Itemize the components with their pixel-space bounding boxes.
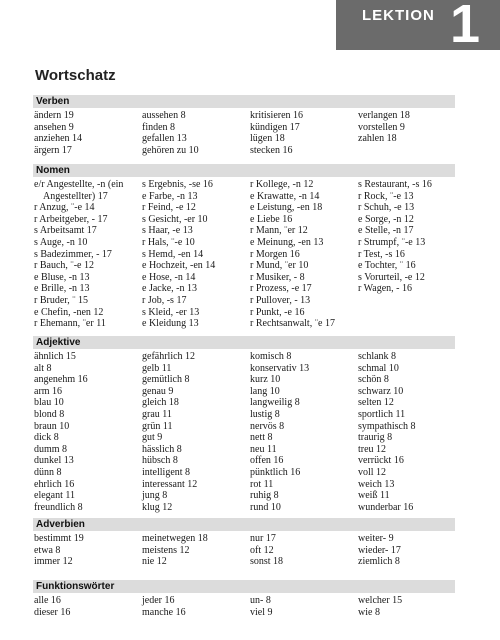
vocab-entry: aussehen 8 <box>142 110 186 121</box>
vocab-entry: traurig 8 <box>358 432 393 444</box>
vocab-entry: hässlich 8 <box>142 443 182 455</box>
vocab-entry: ziemlich 8 <box>358 556 400 568</box>
vocab-entry: e Stelle, -n 17 <box>358 225 414 237</box>
vocab-entry: weich 13 <box>358 478 395 490</box>
section-columns <box>33 110 455 156</box>
vocab-entry: nett 8 <box>250 432 273 444</box>
lesson-label: LEKTION <box>362 7 435 24</box>
vocab-entry: e Tochter, ¨ 16 <box>358 260 416 272</box>
vocab-entry: r Mann, ¨er 12 <box>250 225 308 237</box>
vocab-entry: r Job, -s 17 <box>142 294 187 306</box>
vocab-entry: schmal 10 <box>358 362 399 374</box>
vocab-entry: zahlen 18 <box>358 133 397 145</box>
word-column <box>142 533 250 568</box>
word-column <box>250 110 358 156</box>
vocab-entry: s Vorurteil, -e 12 <box>358 271 425 283</box>
vocab-entry: e Bluse, -n 13 <box>34 271 90 283</box>
vocab-entry: dunkel 13 <box>34 455 74 467</box>
vocab-entry: nervös 8 <box>250 420 285 432</box>
word-column <box>142 351 250 513</box>
word-column <box>250 533 358 568</box>
vocab-entry: e Meinung, -en 13 <box>250 236 324 248</box>
vocab-entry: braun 10 <box>34 420 70 432</box>
vocab-entry: r Wagen, - 16 <box>358 283 412 295</box>
vocab-entry: r Ehemann, ¨er 11 <box>34 318 106 330</box>
vocab-entry: gehören zu 10 <box>142 144 199 156</box>
vocab-entry: dumm 8 <box>34 443 68 455</box>
vocab-entry: e Krawatte, -n 14 <box>250 190 320 202</box>
vocab-entry: dünn 8 <box>34 466 62 478</box>
vocab-entry: gut 9 <box>142 432 163 444</box>
vocab-entry: jung 8 <box>142 490 168 502</box>
vocab-entry: finden 8 <box>142 121 176 133</box>
vocab-entry: s Haar, -e 13 <box>142 225 193 237</box>
vocab-entry: ehrlich 16 <box>34 478 75 490</box>
vocab-entry: stecken 16 <box>250 144 293 156</box>
vocab-entry: meistens 12 <box>142 544 190 556</box>
vocab-entry: r Musiker, - 8 <box>250 271 305 283</box>
section-columns <box>33 595 455 618</box>
vocab-entry: e Leistung, -en 18 <box>250 202 323 214</box>
page-title: Wortschatz <box>35 67 116 84</box>
section-heading: Adverbien <box>33 518 455 531</box>
vocab-entry: selten 12 <box>358 397 394 409</box>
vocab-entry: verrückt 16 <box>358 455 404 467</box>
vocab-entry: sonst 18 <box>250 556 284 568</box>
vocab-entry: s Gesicht, -er 10 <box>142 213 208 225</box>
vocab-entry: e/r Angestellte, -n (ein <box>34 179 124 190</box>
vocab-entry: interessant 12 <box>142 478 198 490</box>
vocab-entry: bestimmt 19 <box>34 533 84 544</box>
vocab-entry: lügen 18 <box>250 133 285 145</box>
vocab-entry: r Arbeitgeber, - 17 <box>34 213 108 225</box>
section-heading: Adjektive <box>33 336 455 349</box>
vocab-entry: angenehm 16 <box>34 374 88 386</box>
vocab-entry: freundlich 8 <box>34 501 83 513</box>
vocab-entry: kurz 10 <box>250 374 281 386</box>
vocab-entry: r Bauch, ¨-e 12 <box>34 260 94 272</box>
vocab-entry: viel 9 <box>250 606 273 618</box>
word-column <box>358 351 458 513</box>
vocab-entry: weiß 11 <box>358 490 390 502</box>
section-funktionswörter <box>33 580 455 618</box>
vocab-entry: rund 10 <box>250 501 281 513</box>
word-column <box>34 179 142 330</box>
vocab-entry: elegant 11 <box>34 490 76 502</box>
vocab-entry: e Hochzeit, -en 14 <box>142 260 216 272</box>
vocab-entry: r Punkt, -e 16 <box>250 306 305 318</box>
vocab-entry: e Jacke, -n 13 <box>142 283 197 295</box>
vocab-entry: e Farbe, -n 13 <box>142 190 198 202</box>
section-columns <box>33 351 455 513</box>
word-column <box>358 179 458 330</box>
word-column <box>358 110 458 156</box>
vocab-entry: wieder- 17 <box>358 544 401 556</box>
vocab-entry: r Hals, ¨-e 10 <box>142 236 195 248</box>
vocab-entry: r Feind, -e 12 <box>142 202 196 214</box>
vocab-entry: r Bruder, ¨ 15 <box>34 294 89 306</box>
vocab-entry: Angestellter) 17 <box>43 190 108 202</box>
vocab-entry: kritisieren 16 <box>250 110 304 121</box>
word-column <box>250 179 358 330</box>
vocab-entry: gefährlich 12 <box>142 351 196 362</box>
vocab-entry: r Test, -s 16 <box>358 248 405 260</box>
section-columns <box>33 533 455 568</box>
word-column <box>250 351 358 513</box>
vocab-entry: grau 11 <box>142 408 172 420</box>
vocab-entry: offen 16 <box>250 455 284 467</box>
vocab-entry: immer 12 <box>34 556 73 568</box>
vocab-entry: treu 12 <box>358 443 387 455</box>
section-columns <box>33 179 455 330</box>
word-column <box>358 533 458 568</box>
vocab-entry: vorstellen 9 <box>358 121 405 133</box>
vocab-entry: gefallen 13 <box>142 133 187 145</box>
vocab-entry: alt 8 <box>34 362 52 374</box>
vocab-entry: schwarz 10 <box>358 385 404 397</box>
vocab-entry: ruhig 8 <box>250 490 279 502</box>
vocab-entry: e Kleidung 13 <box>142 318 199 330</box>
word-column <box>34 351 142 513</box>
vocab-entry: dieser 16 <box>34 606 71 618</box>
vocab-entry: welcher 15 <box>358 595 403 606</box>
vocab-entry: weiter- 9 <box>358 533 394 544</box>
vocab-entry: genau 9 <box>142 385 174 397</box>
section-adjektive <box>33 336 455 513</box>
vocab-entry: gelb 11 <box>142 362 172 374</box>
vocab-entry: hübsch 8 <box>142 455 178 467</box>
vocab-entry: r Pullover, - 13 <box>250 294 311 306</box>
vocab-entry: r Rechtsanwalt, ¨e 17 <box>250 318 335 330</box>
vocab-entry: langweilig 8 <box>250 397 300 409</box>
vocab-entry: nie 12 <box>142 556 167 568</box>
vocab-entry: meinetwegen 18 <box>142 533 208 544</box>
vocab-entry: blau 10 <box>34 397 64 409</box>
vocab-entry: r Rock, ¨-e 13 <box>358 190 414 202</box>
vocab-entry: e Sorge, -n 12 <box>358 213 414 225</box>
vocab-entry: gemütlich 8 <box>142 374 190 386</box>
vocab-entry: ändern 19 <box>34 110 74 121</box>
vocab-entry: jeder 16 <box>142 595 175 606</box>
vocab-entry: manche 16 <box>142 606 186 618</box>
vocab-entry: s Auge, -n 10 <box>34 236 88 248</box>
vocab-entry: alle 16 <box>34 595 61 606</box>
lesson-banner <box>336 0 500 54</box>
word-column <box>358 595 458 618</box>
vocab-entry: lang 10 <box>250 385 280 397</box>
vocab-entry: s Kleid, -er 13 <box>142 306 200 318</box>
vocab-entry: blond 8 <box>34 408 65 420</box>
section-heading: Verben <box>33 95 455 108</box>
vocab-entry: wie 8 <box>358 606 380 618</box>
word-column <box>142 595 250 618</box>
section-nomen <box>33 164 455 330</box>
section-verben <box>33 95 455 156</box>
vocab-entry: etwa 8 <box>34 544 61 556</box>
vocab-entry: r Strumpf, ¨-e 13 <box>358 236 426 248</box>
vocab-entry: lustig 8 <box>250 408 280 420</box>
vocab-entry: wunderbar 16 <box>358 501 414 513</box>
vocab-entry: r Morgen 16 <box>250 248 300 260</box>
word-column <box>34 110 142 156</box>
vocab-entry: r Kollege, -n 12 <box>250 179 314 190</box>
vocab-entry: kündigen 17 <box>250 121 300 133</box>
vocab-entry: oft 12 <box>250 544 274 556</box>
vocab-entry: neu 11 <box>250 443 277 455</box>
vocab-entry: pünktlich 16 <box>250 466 301 478</box>
vocab-entry: schön 8 <box>358 374 389 386</box>
vocab-entry: s Arbeitsamt 17 <box>34 225 97 237</box>
vocab-entry: r Anzug, ¨-e 14 <box>34 202 95 214</box>
vocab-entry: sympathisch 8 <box>358 420 416 432</box>
vocab-entry: gleich 18 <box>142 397 179 409</box>
vocab-entry: r Prozess, -e 17 <box>250 283 312 295</box>
vocab-entry: voll 12 <box>358 466 387 478</box>
vocab-entry: ärgern 17 <box>34 144 72 156</box>
vocab-entry: r Schuh, -e 13 <box>358 202 415 214</box>
vocab-entry: e Liebe 16 <box>250 213 293 225</box>
vocab-entry: schlank 8 <box>358 351 397 362</box>
word-column <box>142 110 250 156</box>
vocab-entry: s Ergebnis, -se 16 <box>142 179 213 190</box>
vocab-entry: ähnlich 15 <box>34 351 76 362</box>
vocab-entry: klug 12 <box>142 501 173 513</box>
vocab-entry: grün 11 <box>142 420 173 432</box>
section-adverbien <box>33 518 455 568</box>
vocab-entry: konservativ 13 <box>250 362 310 374</box>
vocab-entry: rot 11 <box>250 478 274 490</box>
vocab-entry: verlangen 18 <box>358 110 410 121</box>
vocab-entry: komisch 8 <box>250 351 292 362</box>
vocab-entry: e Hose, -n 14 <box>142 271 196 283</box>
word-column <box>250 595 358 618</box>
vocab-entry: intelligent 8 <box>142 466 191 478</box>
section-heading: Funktionswörter <box>33 580 455 593</box>
vocab-entry: e Chefin, -nen 12 <box>34 306 104 318</box>
vocab-entry: r Mund, ¨er 10 <box>250 260 309 272</box>
vocab-entry: s Hemd, -en 14 <box>142 248 204 260</box>
vocab-entry: e Brille, -n 13 <box>34 283 90 295</box>
word-column <box>142 179 250 330</box>
vocab-entry: un- 8 <box>250 595 271 606</box>
vocab-entry: dick 8 <box>34 432 59 444</box>
section-heading: Nomen <box>33 164 455 177</box>
vocab-entry: sportlich 11 <box>358 408 406 420</box>
vocab-entry: nur 17 <box>250 533 276 544</box>
vocab-entry: anziehen 14 <box>34 133 83 145</box>
vocab-entry: arm 16 <box>34 385 63 397</box>
word-column <box>34 533 142 568</box>
vocab-entry: s Restaurant, -s 16 <box>358 179 432 190</box>
vocab-entry: ansehen 9 <box>34 121 74 133</box>
vocab-entry: s Badezimmer, - 17 <box>34 248 112 260</box>
word-column <box>34 595 142 618</box>
lesson-number: 1 <box>449 0 480 54</box>
